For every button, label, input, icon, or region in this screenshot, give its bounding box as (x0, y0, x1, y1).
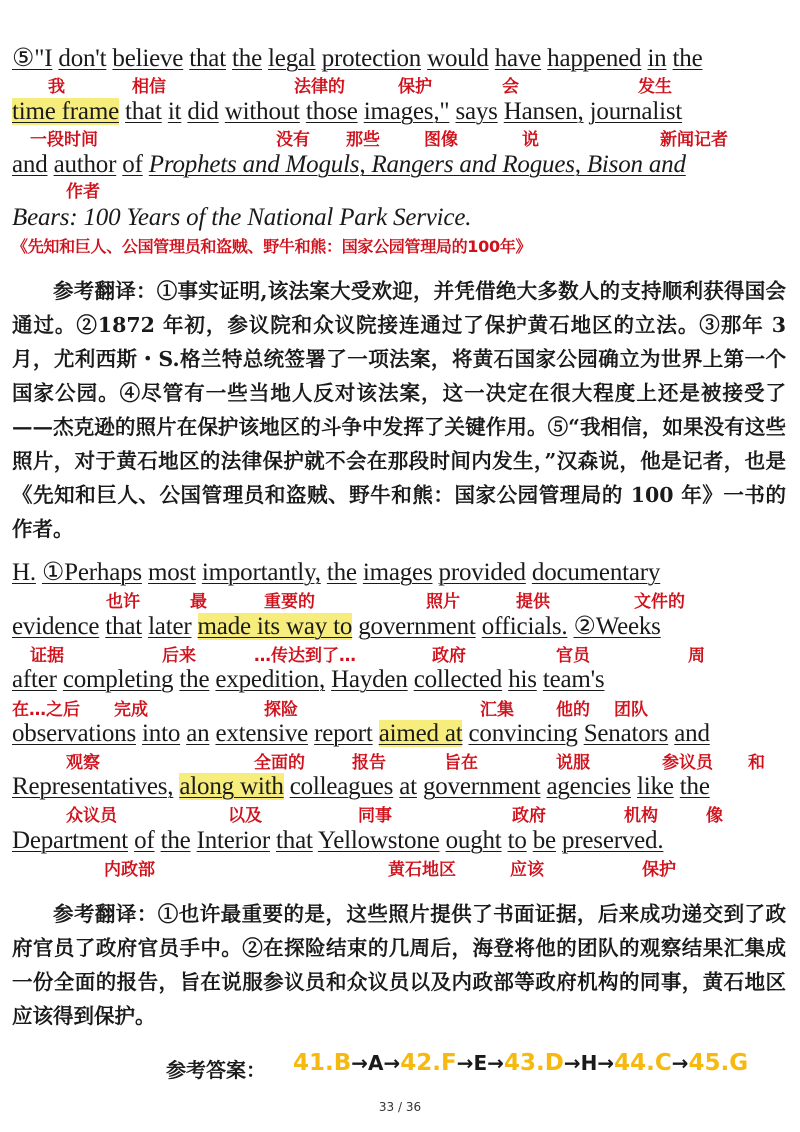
answer-item: A (368, 1051, 384, 1075)
answer-item: E (473, 1051, 488, 1075)
highlighted-phrase: along with (179, 773, 284, 800)
pH-line-2 (12, 612, 661, 642)
word: officials. (481, 613, 568, 640)
gloss: 也许 (106, 592, 140, 612)
reference-translation-1 (12, 274, 786, 546)
gloss: 官员 (556, 646, 590, 666)
word: ought (445, 827, 502, 854)
word: says (455, 98, 498, 125)
gloss: 旨在 (444, 753, 478, 773)
gloss: 团队 (614, 700, 648, 720)
word: extensive (215, 720, 309, 747)
arrow-icon: → (671, 1051, 689, 1075)
pH-line-5 (12, 772, 710, 802)
arrow-icon: → (487, 1051, 504, 1075)
word: happened (547, 45, 642, 72)
word: colleagues (289, 773, 394, 800)
word: it (167, 98, 182, 125)
gloss: 最 (190, 592, 207, 612)
translation-text: ①也许最重要的是，这些照片提供了书面证据，后来成功递交到了政府官员了政府官员手中。②在探险结束的几周后，海登将他的团队的观察结果汇集成一份全面的报告，旨在说服参议员和众议员以及内政部等政府机构的同事，黄石地区应该得到保护。 (12, 902, 787, 1028)
gloss: 新闻记者 (660, 130, 728, 150)
word: would (427, 45, 489, 72)
book-title-chinese: 《先知和巨人、公国管理员和盗贼、野牛和熊：国家公园管理局的100年》 (12, 237, 532, 256)
gloss: 内政部 (104, 860, 155, 880)
arrow-icon: → (597, 1051, 615, 1075)
arrow-icon: → (456, 1051, 474, 1075)
word: the (672, 45, 703, 72)
gloss: 说 (522, 130, 539, 150)
gloss: 同事 (358, 806, 392, 826)
gloss: 他的 (556, 700, 590, 720)
gloss: 图像 (424, 130, 458, 150)
gloss: 参议员 (662, 753, 713, 773)
word: don't (58, 45, 107, 72)
word: after (12, 666, 57, 693)
answer-key (0, 1050, 800, 1086)
gloss: 那些 (346, 130, 380, 150)
gloss: 众议员 (66, 806, 117, 826)
word: the (679, 773, 710, 800)
word: observations (12, 720, 136, 747)
word: documentary (531, 559, 661, 586)
gloss: 我 (48, 77, 65, 97)
gloss: 重要的 (264, 592, 315, 612)
word: Hansen, (503, 98, 584, 125)
pH-line-6 (12, 826, 663, 856)
word: ①Perhaps (41, 559, 142, 586)
p5-line-1 (12, 44, 703, 74)
gloss: 黄石地区 (388, 860, 456, 880)
gloss: 以及 (228, 806, 262, 826)
page-total: 36 (405, 1100, 422, 1114)
word: journalist (589, 98, 683, 125)
word: of (134, 827, 155, 854)
gloss: 应该 (510, 860, 544, 880)
word: that (105, 613, 142, 640)
word: Senators (583, 720, 669, 747)
word: later (148, 613, 192, 640)
word: Interior (196, 827, 270, 854)
gloss: 政府 (512, 806, 546, 826)
answer-item: 44.C (614, 1050, 672, 1076)
gloss: 和 (748, 753, 765, 773)
word: an (186, 720, 210, 747)
gloss: 探险 (264, 700, 298, 720)
word: Hayden (331, 666, 408, 693)
gloss: 全面的 (254, 753, 305, 773)
gloss: 完成 (114, 700, 148, 720)
word: provided (438, 559, 526, 586)
page-current: 33 (378, 1100, 395, 1114)
translation-label: 参考翻译： (53, 902, 158, 926)
book-title: Prophets and Moguls, Rangers and Rogues, Bison and (148, 151, 686, 178)
word: agencies (546, 773, 631, 800)
word: of (122, 151, 143, 178)
word: importantly, (201, 559, 321, 586)
word: in (647, 45, 667, 72)
translation-text: ①事实证明,该法案大受欢迎，并凭借绝大多数人的支持顺利获得国会通过。②1872 年初，参议院和众议院接连通过了保护黄石地区的立法。③那年 3 月，尤利西斯・S.格兰特总统签署了一项法案，将黄石国家公园确立为世界上第一个国家公园。④尽管有一些当地人反对该法案，这一决定在很大程度上还是被接受了——杰克逊的照片在保护该地区的斗争中发挥了关键作用。⑤“我相信，如果没有这些照片，对于黄石地区的法律保护就不会在那段时间内发生，”汉森说，他是记者，也是《先知和巨人、公国管理员和盗贼、野牛和熊：国家公园管理局的 100 年》一书的作者。 (12, 279, 787, 541)
word: like (637, 773, 674, 800)
answer-item: 41.B (293, 1050, 352, 1076)
gloss: 证据 (30, 646, 64, 666)
reference-translation-2 (12, 897, 786, 1033)
word: have (494, 45, 542, 72)
word: to (507, 827, 527, 854)
answer-item: 45.G (688, 1050, 749, 1076)
gloss: 会 (502, 77, 519, 97)
word: legal (268, 45, 316, 72)
gloss: 作者 (66, 182, 100, 202)
word: protection (321, 45, 422, 72)
paragraph-letter: H. (12, 559, 36, 586)
word: ⑤"I (12, 45, 53, 72)
word: the (179, 666, 210, 693)
p5-line-2 (12, 97, 682, 127)
p5-line-3 (12, 150, 686, 180)
word: into (142, 720, 181, 747)
page-separator: / (397, 1100, 403, 1114)
word: his (508, 666, 537, 693)
gloss: 机构 (624, 806, 658, 826)
word: Representatives, (12, 773, 174, 800)
gloss: 后来 (162, 646, 196, 666)
arrow-icon: → (383, 1051, 401, 1075)
gloss: 说服 (556, 753, 590, 773)
gloss: 文件的 (634, 592, 685, 612)
word: convincing (468, 720, 578, 747)
highlighted-phrase: made its way to (197, 613, 353, 640)
word: government (423, 773, 541, 800)
translation-label: 参考翻译： (53, 279, 157, 303)
word: most (148, 559, 196, 586)
gloss: 一段时间 (30, 130, 98, 150)
word: believe (112, 45, 184, 72)
gloss: 没有 (276, 130, 310, 150)
word: Yellowstone (317, 827, 440, 854)
word: expedition, (215, 666, 326, 693)
book-title-end: Bears: 100 Years of the National Park Service. (12, 204, 472, 231)
answer-sequence (293, 1050, 748, 1076)
word: evidence (12, 613, 100, 640)
pH-line-4 (12, 719, 710, 749)
word: the (326, 559, 357, 586)
gloss: 保护 (642, 860, 676, 880)
word: author (53, 151, 117, 178)
gloss: 照片 (426, 592, 460, 612)
gloss: 周 (688, 646, 705, 666)
word: preserved. (561, 827, 664, 854)
word: that (125, 98, 162, 125)
gloss: 相信 (132, 77, 166, 97)
word: and (674, 720, 710, 747)
gloss: 提供 (516, 592, 550, 612)
word: without (224, 98, 300, 125)
answer-item: 43.D (503, 1050, 564, 1076)
gloss: …传达到了… (254, 646, 356, 666)
gloss: 政府 (432, 646, 466, 666)
word: ②Weeks (573, 613, 661, 640)
answer-label: 参考答案： (166, 1058, 266, 1082)
answer-item: H (580, 1051, 598, 1075)
answer-item: 42.F (400, 1050, 457, 1076)
highlighted-phrase: aimed at (378, 720, 463, 747)
gloss: 法律的 (294, 77, 345, 97)
gloss: 保护 (398, 77, 432, 97)
gloss: 在…之后 (12, 700, 80, 720)
word: those (305, 98, 358, 125)
word: completing (62, 666, 174, 693)
word: government (358, 613, 476, 640)
word: collected (413, 666, 503, 693)
word: be (532, 827, 556, 854)
word: images," (363, 98, 450, 125)
word: images (362, 559, 433, 586)
word: did (187, 98, 219, 125)
highlighted-phrase: time frame (12, 98, 119, 125)
word: report (314, 720, 373, 747)
gloss: 报告 (352, 753, 386, 773)
word: Department (12, 827, 129, 854)
pH-line-1 (12, 558, 660, 588)
page-number (0, 1100, 800, 1114)
word: the (160, 827, 191, 854)
arrow-icon: → (563, 1051, 581, 1075)
gloss: 观察 (66, 753, 100, 773)
word: team's (542, 666, 605, 693)
pH-line-3 (12, 665, 604, 695)
word: that (276, 827, 313, 854)
word: that (189, 45, 226, 72)
gloss: 汇集 (480, 700, 514, 720)
word: at (399, 773, 417, 800)
arrow-icon: → (351, 1051, 369, 1075)
word: and (12, 151, 48, 178)
gloss: 发生 (638, 77, 672, 97)
gloss: 像 (706, 806, 723, 826)
p5-line-4 (12, 203, 471, 233)
word: the (232, 45, 262, 72)
